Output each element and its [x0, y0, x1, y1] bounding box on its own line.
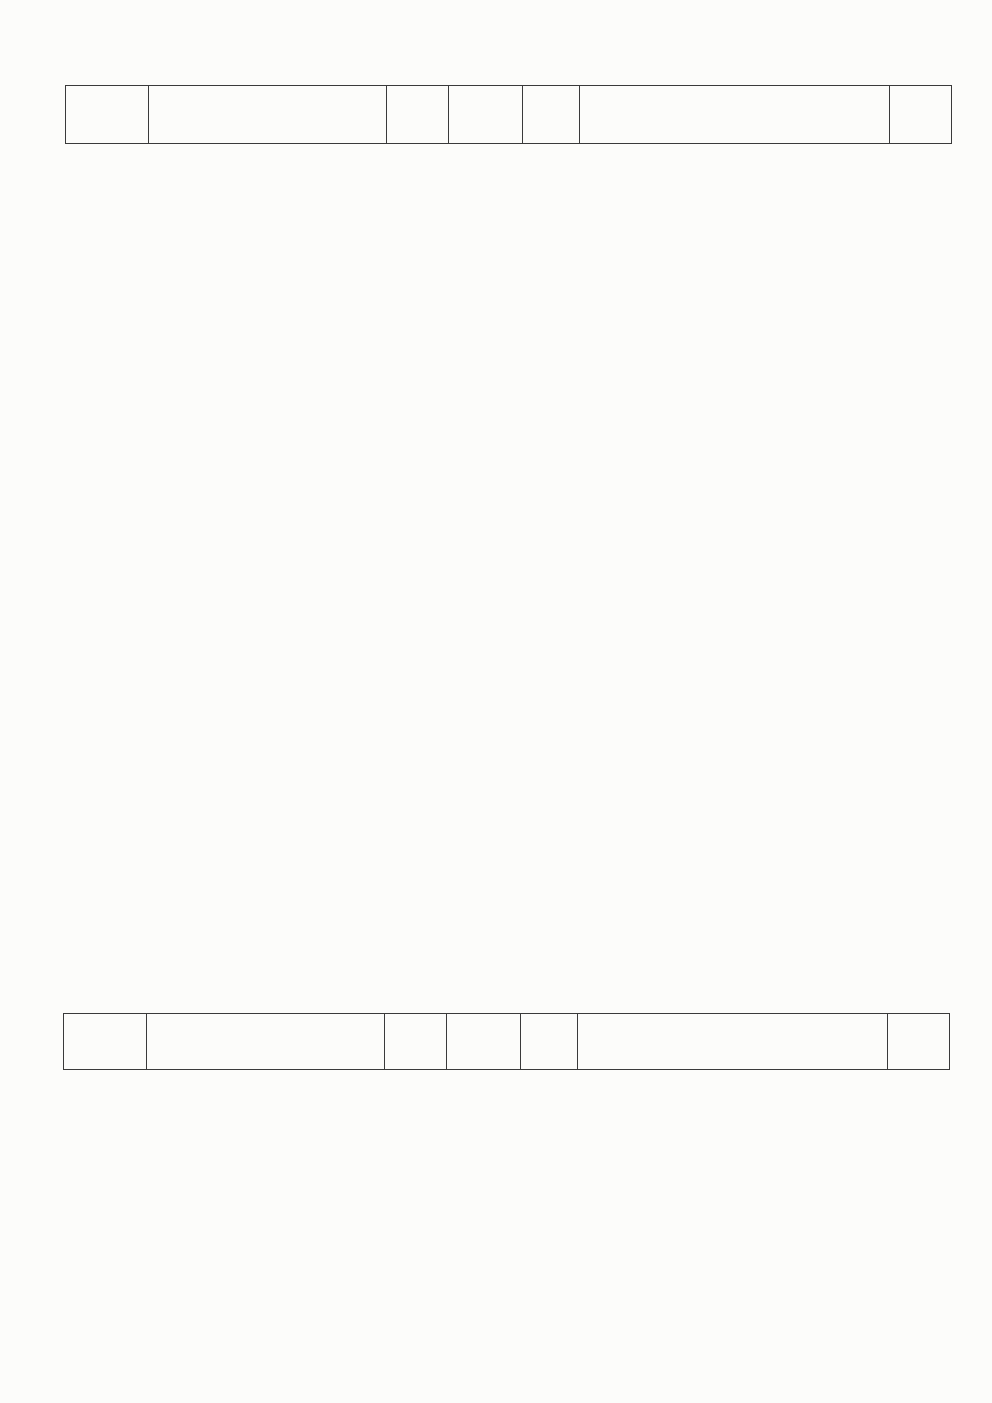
- header-time: [449, 86, 523, 144]
- header-intro: [580, 86, 890, 144]
- header-fee: [890, 86, 952, 144]
- header-class-name: [147, 1014, 385, 1070]
- header-room: [521, 1014, 578, 1070]
- header-time: [447, 1014, 521, 1070]
- table-header-row: [64, 1014, 950, 1070]
- course-table-2: [63, 1013, 950, 1070]
- table-header-row: [66, 86, 952, 144]
- header-class-code: [66, 86, 149, 144]
- header-fee: [888, 1014, 950, 1070]
- header-teacher: [385, 1014, 447, 1070]
- course-table-1: [65, 85, 952, 144]
- header-class-name: [149, 86, 387, 144]
- header-class-code: [64, 1014, 147, 1070]
- header-teacher: [387, 86, 449, 144]
- header-intro: [578, 1014, 888, 1070]
- header-room: [523, 86, 580, 144]
